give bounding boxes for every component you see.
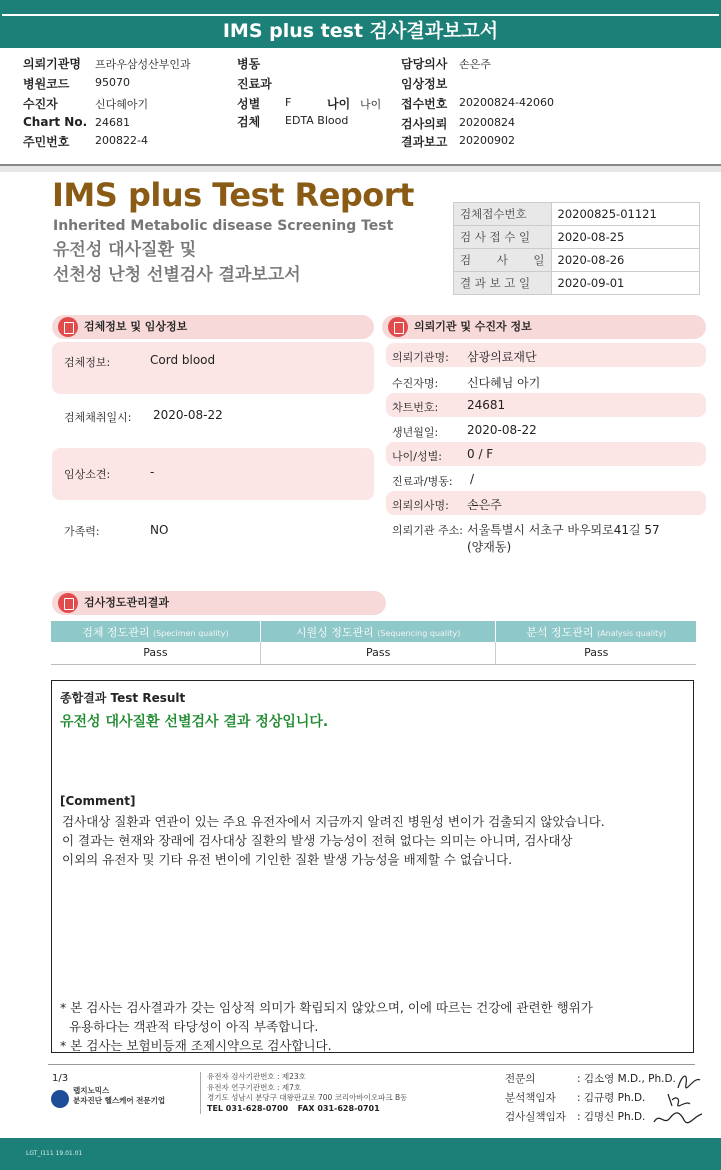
patient-name-value: 신다혜님 아기 bbox=[467, 376, 541, 390]
signatory-role: 분석책임자 bbox=[505, 1092, 556, 1104]
chart-no-value: 24681 bbox=[467, 398, 506, 412]
header-label-clinical-info: 임상정보 bbox=[401, 77, 448, 91]
qc-column-header bbox=[260, 621, 496, 642]
institution-name-label: 의뢰기관명: bbox=[392, 351, 449, 364]
disclaimer-line: 유용하다는 객관적 타당성이 아직 부족합니다. bbox=[69, 1019, 319, 1034]
birthdate-value: 2020-08-22 bbox=[467, 423, 537, 437]
header-label-report-date: 결과보고 bbox=[401, 135, 448, 149]
receipt-value: 2020-09-01 bbox=[551, 272, 699, 295]
disclaimer-line: * 본 검사는 검사결과가 갖는 임상적 의미가 확립되지 않았으며, 이에 따르는 건강에 관련한 행위가 bbox=[60, 1000, 593, 1015]
clinical-findings-value: - bbox=[150, 465, 155, 479]
qc-value: Pass bbox=[496, 642, 696, 664]
header-label-age: 나이 bbox=[327, 97, 351, 111]
test-result-box bbox=[51, 680, 694, 1053]
collection-date-label: 검체채취일시: bbox=[64, 411, 132, 424]
header-value-specimen: EDTA Blood bbox=[285, 114, 349, 127]
header-label-department: 진료과 bbox=[237, 77, 272, 91]
page-number: 1/3 bbox=[52, 1073, 69, 1084]
signature-icon bbox=[650, 1108, 706, 1130]
bottom-bar bbox=[0, 1138, 721, 1170]
order-header bbox=[0, 48, 721, 166]
header-label-doctor: 담당의사 bbox=[401, 57, 448, 71]
report-subtitle-ko-line2: 선천성 난청 선별검사 결과보고서 bbox=[53, 265, 301, 285]
top-banner bbox=[0, 0, 721, 48]
company-address-line: 경기도 성남시 분당구 대왕판교로 700 코리아바이오파크 B동 bbox=[207, 1093, 408, 1102]
header-label-hospital-code: 병원코드 bbox=[23, 77, 70, 91]
header-value-report-date: 20200902 bbox=[459, 134, 515, 147]
specimen-section-header bbox=[52, 315, 374, 339]
clinical-findings-label: 임상소견: bbox=[64, 468, 111, 481]
qc-column-label: 시원싱 정도관리 bbox=[295, 625, 374, 639]
company-tagline: 분자진단 헬스케어 전문기업 bbox=[73, 1096, 166, 1105]
hospital-icon bbox=[58, 317, 78, 337]
test-result-summary: 유전성 대사질환 선별검사 결과 정상입니다. bbox=[60, 714, 329, 730]
company-logo-text bbox=[73, 1086, 165, 1106]
report-subtitle-ko-line1: 유전성 대사질환 및 bbox=[53, 240, 197, 260]
company-address bbox=[200, 1072, 407, 1114]
report-title: IMS plus Test Report bbox=[52, 176, 414, 214]
report-subtitle-ko bbox=[53, 238, 301, 288]
qc-column-sub: (Specimen quality) bbox=[152, 628, 229, 638]
header-value-hospital-code: 95070 bbox=[95, 76, 130, 89]
header-label-request-date: 검사의뢰 bbox=[401, 117, 448, 131]
signatory-row bbox=[505, 1070, 676, 1089]
header-value-chart-no: 24681 bbox=[95, 116, 130, 129]
birthdate-label: 생년월일: bbox=[392, 426, 439, 439]
header-label-specimen: 검체 bbox=[237, 115, 261, 129]
receipt-value: 20200825-01121 bbox=[551, 203, 699, 226]
family-history-label: 가족력: bbox=[64, 525, 100, 538]
chart-no-label: 차트번호: bbox=[392, 401, 439, 414]
qc-header-row bbox=[51, 621, 696, 642]
age-sex-value: 0 / F bbox=[467, 447, 494, 461]
lab-license-no: 유전자 검사기관번호 : 제23호 bbox=[207, 1072, 306, 1081]
footer-divider bbox=[48, 1064, 695, 1065]
qc-column-label: 분석 정도관리 bbox=[526, 625, 594, 639]
company-name: 랩지노믹스 bbox=[73, 1086, 110, 1095]
patient-section-title: 의뢰기관 및 수진자 정보 bbox=[414, 320, 532, 333]
qc-value-row bbox=[51, 642, 696, 664]
comment-line: 이외의 유전자 및 기타 유전 변이에 기인한 질환 발생 가능성을 배제할 수 없습니다. bbox=[62, 852, 513, 867]
receipt-label: 검체접수번호 bbox=[454, 203, 552, 226]
qc-value: Pass bbox=[51, 642, 260, 664]
comment-text bbox=[62, 812, 692, 869]
banner-title: IMS plus test 검사결과보고서 bbox=[222, 20, 499, 42]
specimen-label: 검체정보: bbox=[64, 356, 111, 369]
report-page bbox=[0, 172, 721, 1170]
qc-section-header bbox=[52, 591, 386, 615]
header-value-request-date: 20200824 bbox=[459, 116, 515, 129]
header-label-ward: 병동 bbox=[237, 57, 261, 71]
receipt-row bbox=[454, 249, 700, 272]
department-ward-value: / bbox=[470, 472, 475, 486]
receipt-value: 2020-08-26 bbox=[551, 249, 699, 272]
header-label-receipt-no: 접수번호 bbox=[401, 97, 448, 111]
age-sex-label: 나이/성별: bbox=[392, 450, 442, 463]
header-value-resident-no: 200822-4 bbox=[95, 134, 148, 147]
company-tel: TEL 031-628-0700 bbox=[207, 1103, 289, 1113]
header-value-receipt-no: 20200824-42060 bbox=[459, 96, 554, 109]
qc-table bbox=[51, 621, 696, 665]
receipt-table bbox=[453, 202, 700, 295]
header-value-age: 나이 bbox=[360, 98, 382, 111]
signature-icon bbox=[674, 1070, 704, 1092]
qc-column-header bbox=[51, 621, 260, 642]
collection-date-value: 2020-08-22 bbox=[153, 408, 223, 422]
qc-value: Pass bbox=[260, 642, 496, 664]
header-label-institution: 의뢰기관명 bbox=[23, 57, 81, 71]
insurance-note: * 본 검사는 보험비등재 조제시약으로 검사합니다. bbox=[60, 1038, 332, 1053]
patient-name-label: 수진자명: bbox=[392, 377, 439, 390]
family-history-value: NO bbox=[150, 523, 169, 537]
comment-line: 검사대상 질환과 연관이 있는 주요 유전자에서 지금까지 알려진 병원성 변이가 검출되지 않았습니다. bbox=[62, 814, 605, 829]
header-label-chart-no: Chart No. bbox=[23, 115, 88, 129]
receipt-value: 2020-08-25 bbox=[551, 226, 699, 249]
signatory-role: 검사실책임자 bbox=[505, 1111, 566, 1123]
qc-column-sub: (Sequencing quality) bbox=[377, 628, 461, 638]
signature-icon bbox=[664, 1090, 694, 1110]
signatory-row bbox=[505, 1089, 676, 1108]
signatory-name: : 김명신 Ph.D. bbox=[577, 1111, 646, 1123]
company-logo-icon bbox=[51, 1090, 69, 1108]
receipt-label: 검 사 접 수 일 bbox=[454, 226, 552, 249]
test-result-heading: 종합결과 Test Result bbox=[60, 691, 186, 705]
hospital-icon bbox=[388, 317, 408, 337]
patient-section-header bbox=[382, 315, 706, 339]
receipt-row bbox=[454, 272, 700, 295]
department-ward-label: 진료과/병동: bbox=[392, 475, 453, 488]
address-line2: (양재동) bbox=[467, 540, 512, 554]
header-label-resident-no: 주민번호 bbox=[23, 135, 70, 149]
receipt-row bbox=[454, 226, 700, 249]
disclaimer-note bbox=[60, 998, 690, 1036]
header-label-sex: 성별 bbox=[237, 97, 261, 111]
header-value-patient: 신다혜아기 bbox=[95, 98, 149, 111]
research-license-no: 유전자 연구기관번호 : 제7호 bbox=[207, 1082, 302, 1092]
qc-column-label: 검체 정도관리 bbox=[82, 625, 150, 639]
report-footer bbox=[0, 1064, 721, 1134]
qc-column-sub: (Analysis quality) bbox=[597, 628, 667, 638]
header-value-doctor: 손은주 bbox=[459, 58, 491, 71]
referring-doctor-label: 의뢰의사명: bbox=[392, 499, 449, 512]
receipt-label: 검 사 일 bbox=[454, 249, 552, 272]
header-value-sex: F bbox=[285, 96, 292, 109]
institution-name-value: 삼광의료재단 bbox=[467, 350, 537, 364]
receipt-label: 결 과 보 고 일 bbox=[454, 272, 552, 295]
referring-doctor-value: 손은주 bbox=[467, 498, 502, 512]
document-code: LGT_I111 19.01.01 bbox=[26, 1150, 83, 1157]
report-subtitle-en: Inherited Metabolic disease Screening Test bbox=[53, 218, 394, 234]
address-line1: 서울특별시 서초구 바우뫼로41길 57 bbox=[467, 523, 660, 537]
address-label: 의뢰기관 주소: bbox=[392, 524, 463, 537]
header-value-institution: 프라우삼성산부인과 bbox=[95, 58, 191, 71]
signatory-role: 전문의 bbox=[505, 1073, 536, 1085]
qc-column-header bbox=[496, 621, 696, 642]
signatory-name: : 김소영 M.D., Ph.D. bbox=[577, 1073, 676, 1085]
comment-heading: [Comment] bbox=[60, 794, 136, 808]
signatory-name: : 김규령 Ph.D. bbox=[577, 1092, 646, 1104]
receipt-row bbox=[454, 203, 700, 226]
qc-section-title: 검사정도관리결과 bbox=[84, 596, 170, 609]
header-label-patient: 수진자 bbox=[23, 97, 58, 111]
company-fax: FAX 031-628-0701 bbox=[297, 1103, 380, 1113]
comment-line: 이 결과는 현재와 장래에 검사대상 질환의 발생 가능성이 전혀 없다는 의미는 아니며, 검사대상 bbox=[62, 833, 573, 848]
clipboard-icon bbox=[58, 593, 78, 613]
specimen-section-title: 검체정보 및 임상정보 bbox=[84, 320, 188, 333]
specimen-value: Cord blood bbox=[150, 353, 216, 367]
